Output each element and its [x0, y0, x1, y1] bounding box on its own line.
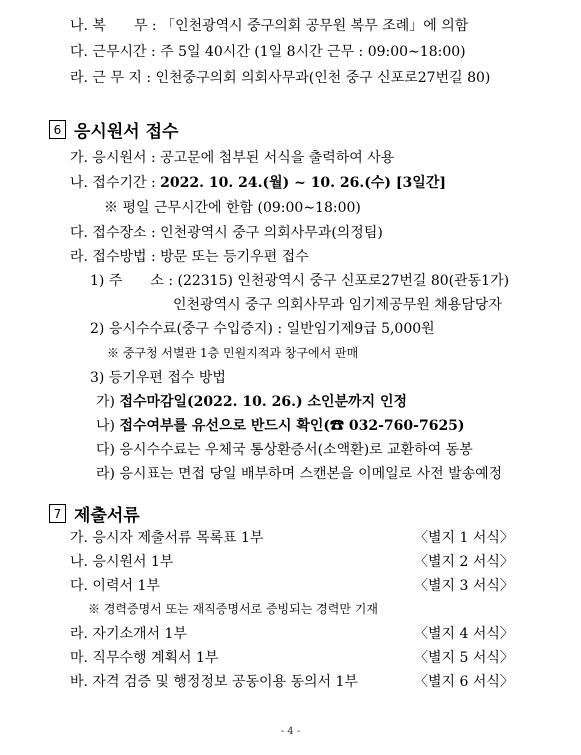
doc-form-1: 〈별지 1 서식〉	[414, 530, 514, 546]
doc-item-self-intro: 라. 자기소개서 1부	[70, 626, 187, 642]
weekday-hours-note: ※ 평일 근무시간에 한함 (09:00∼18:00)	[104, 200, 361, 216]
section-number-box: 6	[49, 120, 66, 139]
reception-period-line	[70, 176, 446, 190]
address-line-2: 인천광역시 중구 의회사무과 임기제공무원 채용담당자	[173, 297, 502, 313]
fee-line: 2) 응시수수료(중구 수입증지) : 일반임기제9급 5,000원	[90, 321, 435, 337]
reception-method-line: 라. 접수방법 : 방문 또는 등기우편 접수	[70, 249, 309, 265]
doc-form-3: 〈별지 3 서식〉	[414, 578, 514, 594]
doc-item-application: 나. 응시원서 1부	[70, 554, 174, 570]
doc-form-5: 〈별지 5 서식〉	[414, 650, 514, 666]
mail-confirm-text: 접수여부를 유선으로 반드시 확인(☎ 032-760-7625)	[119, 418, 465, 434]
section-7-heading	[49, 501, 140, 526]
mail-deadline-line	[96, 395, 407, 409]
work-rules-line: 나. 복 무 : 「인천광역시 중구의회 공무원 복무 조례」에 의함	[70, 18, 469, 34]
mail-method-title: 3) 등기우편 접수 방법	[90, 370, 226, 386]
mail-deadline-prefix: 가)	[96, 394, 120, 410]
doc-form-6: 〈별지 6 서식〉	[414, 674, 514, 690]
work-place-line: 라. 근 무 지 : 인천중구의회 의회사무과(인천 중구 신포로27번길 80)	[70, 70, 491, 86]
mail-confirm-line	[96, 419, 465, 433]
doc-item-work-plan: 마. 직무수행 계획서 1부	[70, 650, 219, 666]
doc-form-4: 〈별지 4 서식〉	[414, 626, 514, 642]
mail-confirm-prefix: 나)	[96, 418, 120, 434]
address-line-1: 1) 주 소 : (22315) 인천광역시 중구 신포로27번길 80(관동1가)	[90, 273, 510, 289]
doc-item-resume: 다. 이력서 1부	[70, 578, 160, 594]
mail-ticket-line: 라) 응시표는 면접 당일 배부하며 스캔본을 이메일로 사전 발송예정	[96, 466, 503, 482]
doc-item-checklist: 가. 응시자 제출서류 목록표 1부	[70, 530, 264, 546]
application-form-line: 가. 응시원서 : 공고문에 첨부된 서식을 출력하여 사용	[70, 150, 395, 166]
doc-item-consent: 바. 자격 검증 및 행정정보 공동이용 동의서 1부	[70, 674, 358, 690]
doc-form-2: 〈별지 2 서식〉	[414, 554, 514, 570]
mail-fee-exchange-line: 다) 응시수수료는 우체국 통상환증서(소액환)로 교환하여 동봉	[96, 442, 473, 458]
section-number-box: 7	[49, 504, 66, 523]
fee-sales-note: ※ 중구청 서별관 1층 민원지적과 창구에서 판매	[107, 346, 359, 360]
section-title: 응시원서 접수	[74, 122, 179, 142]
mail-deadline-text: 접수마감일(2022. 10. 26.) 소인분까지 인정	[119, 394, 408, 410]
reception-period-label: 나. 접수기간 :	[70, 175, 161, 191]
career-note: ※ 경력증명서 또는 재직증명서로 증빙되는 경력만 기재	[88, 602, 378, 616]
page-number: - 4 -	[280, 726, 301, 737]
section-title: 제출서류	[74, 506, 140, 526]
reception-place-line: 다. 접수장소 : 인천광역시 중구 의회사무과(의정팀)	[70, 225, 383, 241]
reception-period-value: 2022. 10. 24.(월) ~ 10. 26.(수) [3일간]	[160, 175, 446, 191]
work-hours-line: 다. 근무시간 : 주 5일 40시간 (1일 8시간 근무 : 09:00∼18:00)	[70, 44, 466, 60]
section-6-heading	[49, 117, 178, 142]
